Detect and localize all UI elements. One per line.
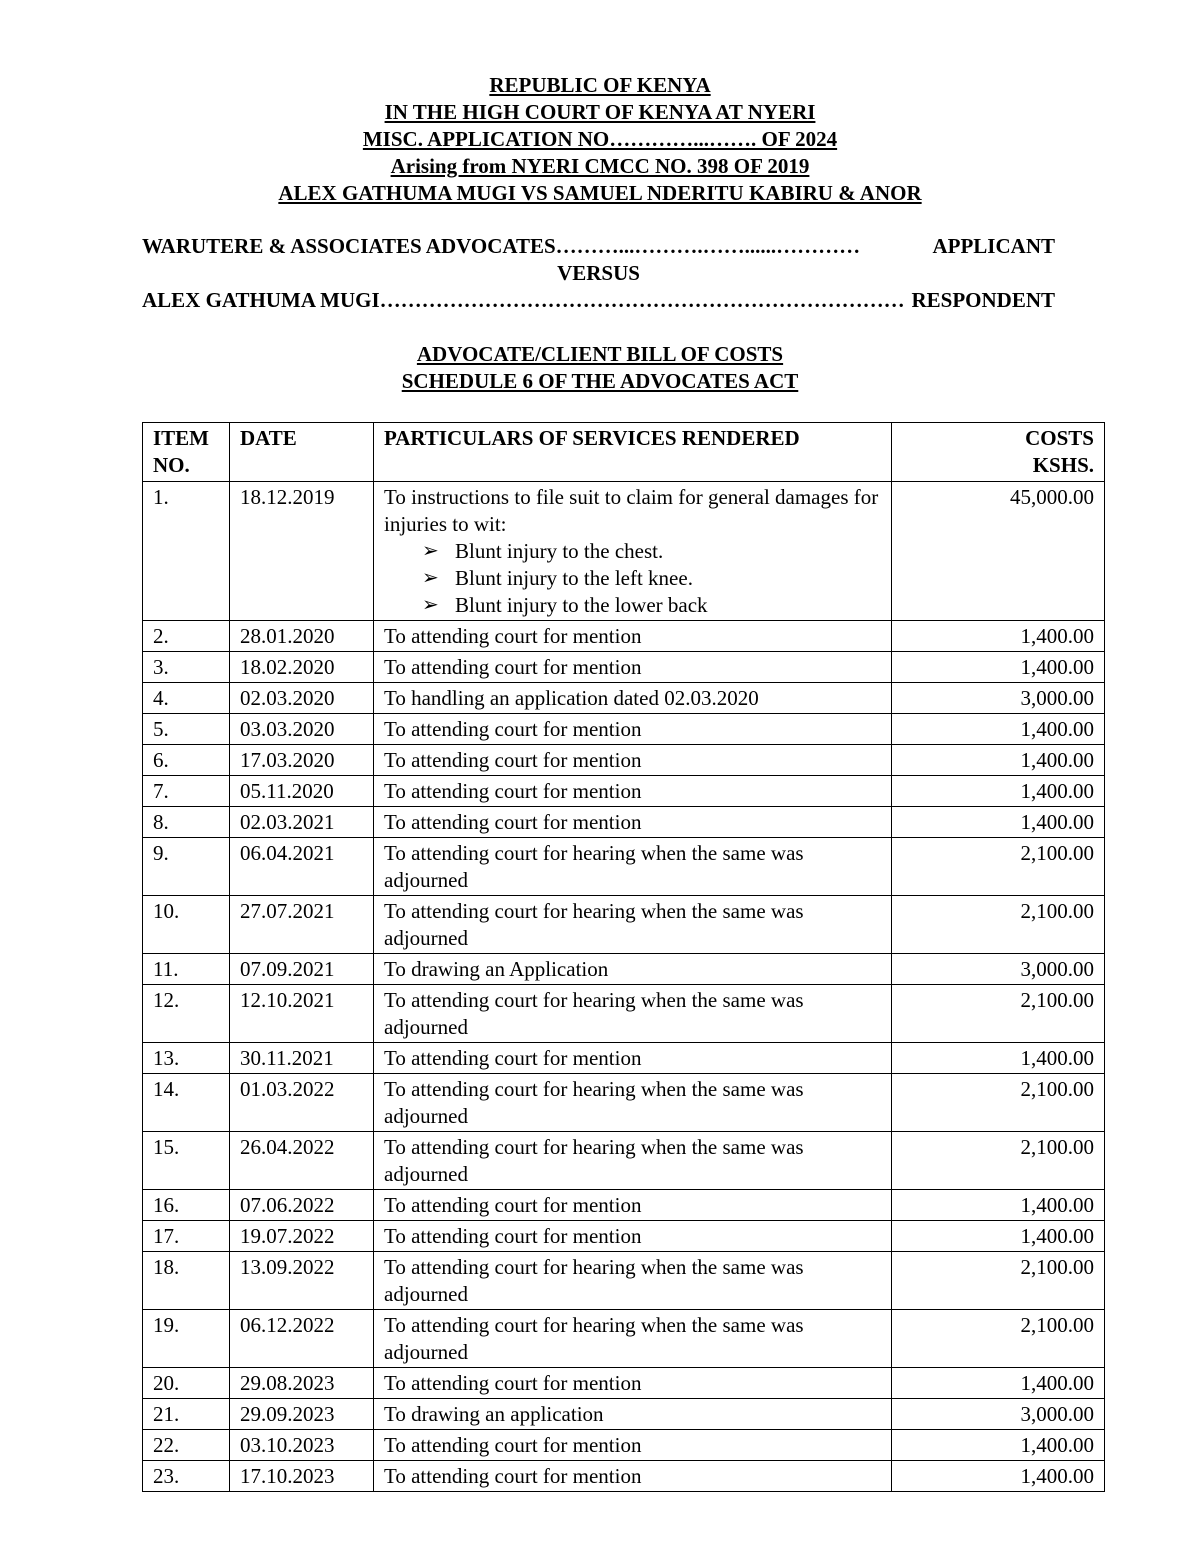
row-item-no: 14. [143,1074,230,1132]
applicant-dots: ………...……….……......………… [555,234,861,258]
table-row [143,1461,1105,1492]
row-date: 29.08.2023 [230,1368,374,1399]
row-amount: 1,400.00 [892,1221,1105,1252]
row-amount: 1,400.00 [892,714,1105,745]
row-item-no: 20. [143,1368,230,1399]
row-amount: 2,100.00 [892,985,1105,1043]
header-arising-from: Arising from NYERI CMCC NO. 398 OF 2019 [390,154,810,178]
header-item-no [143,423,230,482]
row-particulars: To drawing an application [374,1399,892,1430]
table-row [143,1310,1105,1368]
row-date: 06.12.2022 [230,1310,374,1368]
table-row [143,683,1105,714]
list-item [422,538,881,565]
row-item-no: 21. [143,1399,230,1430]
table-row [143,954,1105,985]
row-amount: 1,400.00 [892,621,1105,652]
row-particulars: To attending court for hearing when the same was adjourned [374,1074,892,1132]
list-item [422,565,881,592]
table-row [143,1252,1105,1310]
row-item-no: 15. [143,1132,230,1190]
row-amount: 1,400.00 [892,776,1105,807]
respondent-line [142,287,1055,314]
row-particulars: To drawing an Application [374,954,892,985]
row-item-no: 6. [143,745,230,776]
header-date: DATE [230,423,374,482]
row-item-no: 22. [143,1430,230,1461]
table-row [143,1132,1105,1190]
row-particulars: To attending court for mention [374,652,892,683]
row-date: 03.03.2020 [230,714,374,745]
row-amount: 2,100.00 [892,896,1105,954]
table-row [143,482,1105,621]
row-particulars: To attending court for hearing when the same was adjourned [374,1132,892,1190]
applicant-name: WARUTERE & ASSOCIATES ADVOCATES [142,234,556,258]
arrow-bullet-icon: ➢ [422,540,439,562]
row-amount: 3,000.00 [892,1399,1105,1430]
applicant-line [142,233,1055,260]
row-date: 17.10.2023 [230,1461,374,1492]
row-date: 03.10.2023 [230,1430,374,1461]
row-particulars: To attending court for hearing when the same was adjourned [374,838,892,896]
respondent-dots: ………………………………………………………………… [379,288,905,312]
table-row [143,621,1105,652]
row-particulars-text: To instructions to file suit to claim for general damages for injuries to wit: [384,485,879,536]
injury-text: Blunt injury to the lower back [455,593,708,617]
table-row [143,807,1105,838]
header-item-label: ITEM [153,426,210,450]
table-row [143,1190,1105,1221]
row-particulars: To attending court for mention [374,807,892,838]
row-amount: 1,400.00 [892,1190,1105,1221]
row-amount: 3,000.00 [892,954,1105,985]
respondent-role: RESPONDENT [911,288,1055,312]
row-particulars: To attending court for hearing when the same was adjourned [374,896,892,954]
injury-list [384,538,881,619]
injury-text: Blunt injury to the left knee. [455,566,693,590]
row-date: 01.03.2022 [230,1074,374,1132]
row-particulars: To handling an application dated 02.03.2020 [374,683,892,714]
row-date: 02.03.2020 [230,683,374,714]
row-particulars: To attending court for mention [374,1190,892,1221]
row-particulars: To attending court for mention [374,1043,892,1074]
row-date: 05.11.2020 [230,776,374,807]
bill-title-line2: SCHEDULE 6 OF THE ADVOCATES ACT [401,369,799,393]
row-amount: 1,400.00 [892,1430,1105,1461]
table-row [143,1399,1105,1430]
table-row [143,1043,1105,1074]
row-particulars: To attending court for hearing when the same was adjourned [374,985,892,1043]
row-date: 06.04.2021 [230,838,374,896]
table-row [143,838,1105,896]
row-date: 30.11.2021 [230,1043,374,1074]
row-date: 07.09.2021 [230,954,374,985]
row-date: 07.06.2022 [230,1190,374,1221]
header-application-no: MISC. APPLICATION NO…………...……. OF 2024 [362,127,838,151]
row-amount: 1,400.00 [892,807,1105,838]
list-item [422,592,881,619]
arrow-bullet-icon: ➢ [422,567,439,589]
row-item-no: 10. [143,896,230,954]
row-particulars: To attending court for mention [374,621,892,652]
row-item-no: 2. [143,621,230,652]
bill-title-line1: ADVOCATE/CLIENT BILL OF COSTS [416,342,784,366]
row-particulars: To attending court for mention [374,745,892,776]
row-particulars: To attending court for mention [374,1221,892,1252]
row-amount: 2,100.00 [892,1074,1105,1132]
row-amount: 2,100.00 [892,838,1105,896]
row-date: 18.12.2019 [230,482,374,621]
table-row [143,776,1105,807]
row-item-no: 7. [143,776,230,807]
bill-of-costs-table [142,422,1105,1492]
row-item-no: 5. [143,714,230,745]
row-date: 29.09.2023 [230,1399,374,1430]
row-amount: 2,100.00 [892,1132,1105,1190]
row-date: 13.09.2022 [230,1252,374,1310]
header-republic: REPUBLIC OF KENYA [489,73,711,97]
row-date: 12.10.2021 [230,985,374,1043]
row-particulars: To attending court for hearing when the same was adjourned [374,1252,892,1310]
arrow-bullet-icon: ➢ [422,594,439,616]
row-date: 19.07.2022 [230,1221,374,1252]
row-item-no: 11. [143,954,230,985]
header-costs-label: COSTS [1025,426,1094,450]
row-amount: 1,400.00 [892,1043,1105,1074]
row-particulars: To attending court for mention [374,1430,892,1461]
row-item-no: 8. [143,807,230,838]
row-amount: 2,100.00 [892,1252,1105,1310]
table-row [143,896,1105,954]
row-amount: 2,100.00 [892,1310,1105,1368]
row-item-no: 23. [143,1461,230,1492]
parties-block [142,233,1055,314]
row-particulars: To attending court for mention [374,1368,892,1399]
header-kshs-label: KSHS. [1032,453,1094,477]
table-row [143,1430,1105,1461]
row-particulars [374,482,892,621]
row-date: 02.03.2021 [230,807,374,838]
versus-label: VERSUS [557,261,640,285]
table-row [143,985,1105,1043]
row-date: 27.07.2021 [230,896,374,954]
row-particulars: To attending court for mention [374,714,892,745]
row-item-no: 18. [143,1252,230,1310]
row-particulars: To attending court for mention [374,1461,892,1492]
row-item-no: 19. [143,1310,230,1368]
row-amount: 1,400.00 [892,745,1105,776]
header-case-title: ALEX GATHUMA MUGI VS SAMUEL NDERITU KABIRU & ANOR [278,181,922,205]
table-row [143,745,1105,776]
header-no-label: NO. [153,453,190,477]
row-particulars: To attending court for mention [374,776,892,807]
row-date: 17.03.2020 [230,745,374,776]
row-item-no: 9. [143,838,230,896]
row-item-no: 16. [143,1190,230,1221]
row-date: 28.01.2020 [230,621,374,652]
row-item-no: 1. [143,482,230,621]
table-row [143,1074,1105,1132]
row-item-no: 12. [143,985,230,1043]
row-amount: 3,000.00 [892,683,1105,714]
table-row [143,1221,1105,1252]
table-row [143,652,1105,683]
row-amount: 1,400.00 [892,1461,1105,1492]
table-row [143,714,1105,745]
row-amount: 1,400.00 [892,652,1105,683]
row-date: 26.04.2022 [230,1132,374,1190]
applicant-role: APPLICANT [932,234,1055,258]
row-item-no: 17. [143,1221,230,1252]
header-particulars: PARTICULARS OF SERVICES RENDERED [374,423,892,482]
case-header [0,72,1200,207]
row-item-no: 3. [143,652,230,683]
row-item-no: 4. [143,683,230,714]
respondent-name: ALEX GATHUMA MUGI [142,288,380,312]
row-amount: 45,000.00 [892,482,1105,621]
row-date: 18.02.2020 [230,652,374,683]
header-costs [892,423,1105,482]
bill-title [0,341,1200,395]
header-court: IN THE HIGH COURT OF KENYA AT NYERI [384,100,816,124]
row-item-no: 13. [143,1043,230,1074]
table-row [143,1368,1105,1399]
row-particulars: To attending court for hearing when the same was adjourned [374,1310,892,1368]
table-header-row [143,423,1105,482]
row-amount: 1,400.00 [892,1368,1105,1399]
injury-text: Blunt injury to the chest. [455,539,664,563]
